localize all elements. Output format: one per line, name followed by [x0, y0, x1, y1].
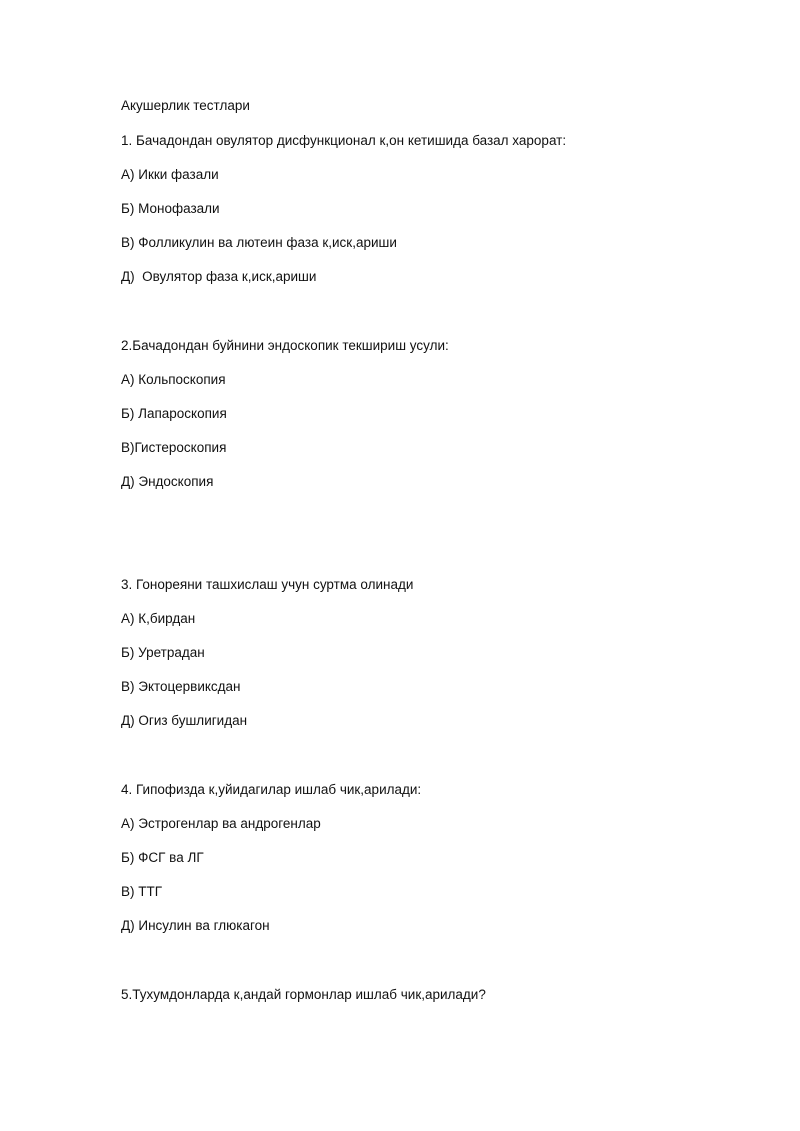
question-3-option-b: Б) Уретрадан: [121, 645, 205, 660]
question-1-option-b: Б) Монофазали: [121, 201, 220, 216]
question-2-option-v: В)Гистероскопия: [121, 440, 227, 455]
question-3-option-a: А) К,бирдан: [121, 611, 196, 626]
question-2-option-a: А) Кольпоскопия: [121, 372, 226, 387]
question-1-option-v: В) Фолликулин ва лютеин фаза к,иск,ариши: [121, 235, 397, 250]
question-3-option-d: Д) Огиз бушлигидан: [121, 713, 248, 728]
question-1-option-a: А) Икки фазали: [121, 167, 219, 182]
question-1-option-d: Д) Овулятор фаза к,иск,ариши: [121, 269, 317, 284]
document-title: Акушерлик тестлари: [121, 98, 250, 113]
question-4-option-b: Б) ФСГ ва ЛГ: [121, 850, 204, 865]
question-5: 5.Тухумдонларда к,андай гормонлар ишлаб чик,арилади?: [121, 987, 486, 1002]
question-4-option-d: Д) Инсулин ва глюкагон: [121, 918, 270, 933]
question-2-option-d: Д) Эндоскопия: [121, 474, 214, 489]
question-2-option-b: Б) Лапароскопия: [121, 406, 227, 421]
question-4-option-a: А) Эстрогенлар ва андрогенлар: [121, 816, 321, 831]
question-1: 1. Бачадондан овулятор дисфункционал к,он кетишида базал харорат:: [121, 133, 567, 148]
question-3-option-v: В) Эктоцервиксдан: [121, 679, 241, 694]
question-2: 2.Бачадондан буйнини эндоскопик текшириш усули:: [121, 338, 449, 353]
question-3: 3. Гонореяни ташхислаш учун суртма олинади: [121, 577, 414, 592]
question-4-option-v: В) ТТГ: [121, 884, 163, 899]
question-4: 4. Гипофизда к,уйидагилар ишлаб чик,арилади:: [121, 782, 422, 797]
